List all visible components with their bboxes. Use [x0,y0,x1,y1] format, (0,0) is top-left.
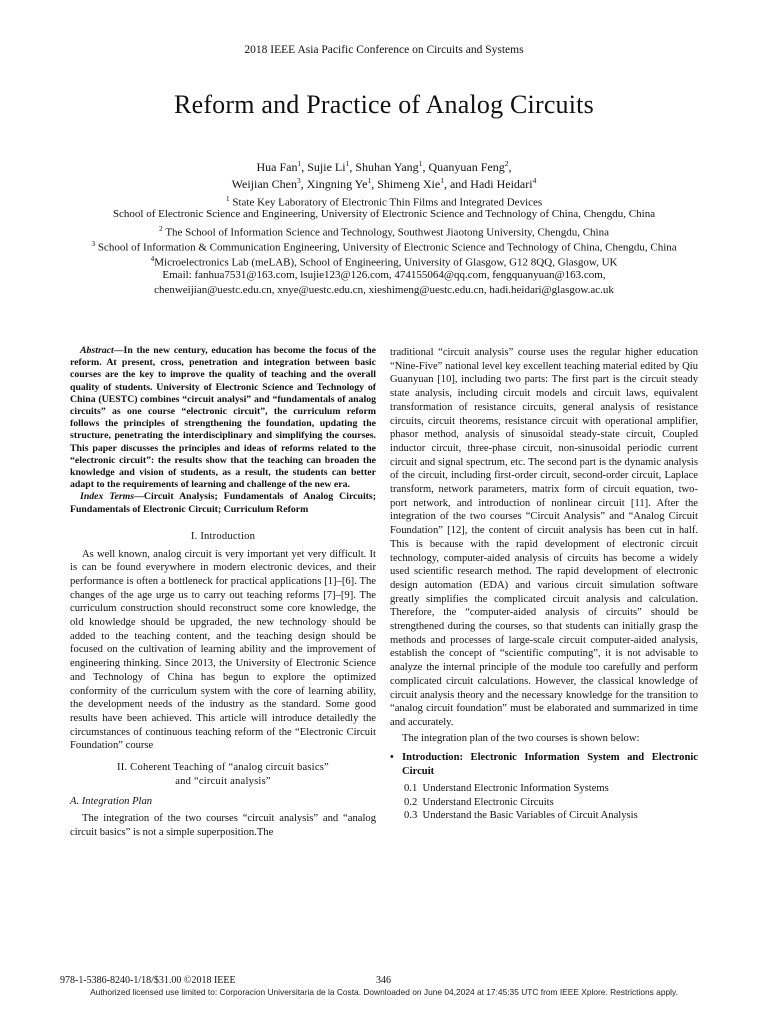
item-text: Understand the Basic Variables of Circuit Analysis [422,810,638,822]
affil-text: School of Information & Communication Engineering, University of Electronic Science and Technology of China, Chengdu, China [97,241,677,254]
integration-paragraph: The integration of the two courses “circuit analysis” and “analog circuit basics” is not a simple superposition.The [70,813,376,838]
curriculum-paragraph: traditional “circuit analysis” course uses the regular higher education “Nine-Five” national level key excellent teaching material edited by Qiu Guanyuan [10], including two parts: The first part is the circuit steady state analysis, including circuit models and circuit laws, equivalent transformation of resistance circuits, general analysis of resistance circuits, circuit theorems, resistance circuit with operational amplifier, phasor method, analysis of sinusoidal steady-state circuit, Coupled inductor circuit, three-phase circuit, non-sinusoidal periodic current circuit and signal spectrum, etc. The second part is the dynamic analysis of the circuit, including first-order circuit, second-order circuit, Laplace transform, network parameters, matrix form of circuit equation, two-port network, and introduction of nonlinear circuit [11]. After the integration of the two courses “Circuit Analysis” and “Analog Circuit Foundation” [12], the content of circuit analysis has been cut in half. This is because with the rapid development of electronic circuit technology, computer-aided analysis of circuits has become a widely used scientific research method. The rapid development of electronic design automation (EDA) and various circuit simulation software greatly simplifies the complicated circuit analysis and calculation. Therefore, the “computer-aided analysis of circuits” should be strengthened during the courses, so that students can initially grasp the methods and processes of large-scale circuit computer-aided analysis, establish the concept of “scientific computing”, it is not advisable to analyze the internal principle of the module too carefully and perform complicated circuit calculations. However, the classical knowledge of circuit analysis theory and the necessary knowledge for the transition to “analog circuit foundation” must be elaborated and summarized in time and accurately. [390,347,698,728]
abstract [70,345,376,491]
author-affil-mark: 1 [297,159,302,168]
affil-number: 4 [150,254,155,263]
license-footer: Authorized licensed use limited to: Corporacion Universitaria de la Costa. Downloaded on June 04,2024 at 17:45:35 UTC from IEEE Xplore. Restrictions apply. [90,987,678,997]
affil-number: 1 [225,194,230,203]
author-affil-mark: 2 [504,159,509,168]
affiliation-4 [0,252,768,270]
author-name: Weijian Chen [231,177,298,191]
right-column [390,346,698,823]
bullet-item [390,751,698,778]
author-name: , Xingning Ye [300,177,368,191]
list-item [390,782,698,796]
author-affil-mark: 1 [418,159,423,168]
affil-number: 2 [159,224,163,233]
affil-number: 3 [91,239,96,248]
section-1-heading: I. Introduction [190,530,256,542]
author-affil-mark: 3 [297,176,301,185]
author-name: , and Hadi Heidari [443,177,533,191]
email-line-1: Email: fanhua7531@163.com, lsujie123@126.com, 474155064@qq.com, fengquanyuan@163.com, [162,269,606,281]
index-terms-label: Index Terms [80,491,135,503]
subsection-a-heading: A. Integration Plan [70,795,153,807]
index-terms [70,491,376,515]
affil-text: State Key Laboratory of Electronic Thin Films and Integrated Devices [232,196,543,209]
intro-paragraph: As well known, analog circuit is very important yet very difficult. It is can be found everywhere in modern electronic devices, and their performance is often a bottleneck for practical applications [1]–[6]. The changes of the age urge us to carry out teaching reforms [7]–[9]. The curriculum construction should reconstruct some core knowledge, the old knowledge should be upgraded, the new technology should be added to the teaching content, and the teaching design should be focused on the cultivation of learning ability and the improvement of engineering thinking. Since 2013, the University of Electronic Science and Technology of China has begun to explore the optimized conformity of the curriculum system with the core of learning ability, the development needs of the industry as the standard. Some good results have been achieved. This article will introduce detailedly the circumstances of continuous teaching reform of the “Electronic Circuit Foundation” course [70,548,376,752]
section-2-heading-line-2: and “circuit analysis” [175,775,271,787]
author-name: , Shimeng Xie [371,177,441,191]
item-number: 0.2 [404,796,418,808]
item-text: Understand Electronic Circuits [422,796,554,808]
affil-text: Microelectronics Lab (meLAB), School of Engineering, University of Glasgow, G12 8QQ, Glasgow, UK [154,256,618,269]
affiliation-1b: School of Electronic Science and Engineering, University of Electronic Science and Technology of China, Chengdu, China [112,208,656,220]
affil-text: The School of Information Science and Technology, Southwest Jiaotong University, Chengdu, China [165,226,609,239]
item-number: 0.1 [404,782,418,794]
paper-title: Reform and Practice of Analog Circuits [174,90,594,119]
list-item [390,796,698,810]
author-name: Hua Fan [256,160,298,174]
section-2-heading [70,761,376,788]
author-affil-mark: 1 [440,176,444,185]
author-sep: , [508,160,512,174]
integration-plan-intro: The integration plan of the two courses is shown below: [402,732,640,744]
item-text: Understand Electronic Information Systems [422,782,609,794]
author-affil-mark: 1 [345,159,350,168]
authors-line-1 [0,157,768,175]
email-line-2: chenweijian@uestc.edu.cn, xnye@uestc.edu.cn, xieshimeng@uestc.edu.cn, hadi.heidari@glasgow.ac.uk [154,284,614,296]
list-item [390,809,698,823]
conference-header: 2018 IEEE Asia Pacific Conference on Circuits and Systems [244,44,524,56]
authors-line-2 [0,174,768,192]
bullet-text: Introduction: Electronic Information System and Electronic Circuit [402,752,698,778]
index-terms-text: —Circuit Analysis; Fundamentals of Analog Circuits; Fundamentals of Electronic Circuit; Curriculum Reform [70,491,376,515]
isbn-footer: 978-1-5386-8240-1/18/$31.00 ©2018 IEEE [60,975,236,986]
author-name: , Quanyuan Feng [422,160,505,174]
author-name: , Sujie Li [301,160,346,174]
abstract-text: —In the new century, education has become the focus of the reform. At present, cross, penetration and integration between basic courses are the key to improve the quality of teaching and the overall quality of students. University of Electronic Science and Technology of China (UESTC) combines “circuit analysi” and “fundamentals of analog circuits” as one course “electronic circuit”, the curriculum reform follows the principles of strengthening the foundation, updating the structure, penetrating the interdisciplinary and simplifying the courses. This paper discusses the principles and ideas of reforms related to the “electronic circuit”: the results show that the teaching can broaden the knowledge and vision of students, as a result, the students can better adapt to the requirements of learning and challenge of the new era. [70,345,376,491]
item-number: 0.3 [404,810,418,822]
author-name: , Shuhan Yang [349,160,419,174]
numbered-list [390,782,698,823]
left-column [70,345,376,840]
author-affil-mark: 4 [532,176,537,185]
abstract-label: Abstract [80,345,114,356]
page-number: 346 [376,975,391,986]
author-affil-mark: 1 [367,176,372,185]
bullet-icon: • [390,752,394,764]
section-2-heading-line-1: II. Coherent Teaching of “analog circuit basics” [117,762,329,774]
